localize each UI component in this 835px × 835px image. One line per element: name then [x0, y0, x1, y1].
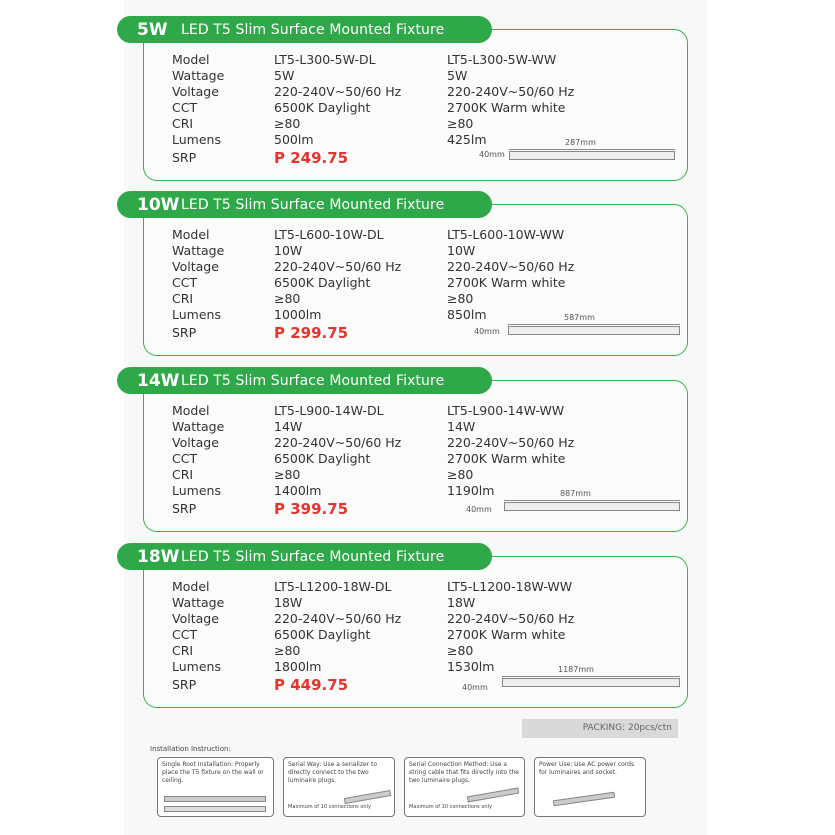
ww-cct: 2700K Warm white [447, 451, 566, 466]
product-header [117, 191, 492, 218]
product-wattage-title: 5W [137, 19, 168, 40]
product-card-5w [137, 19, 688, 181]
dl-lumens: 1800lm [274, 659, 322, 674]
product-wattage-title: 10W [137, 194, 180, 215]
installation-step-power [534, 757, 646, 817]
ww-voltage: 220-240V~50/60 Hz [447, 259, 575, 274]
label-srp: SRP [172, 150, 197, 165]
product-title: LED T5 Slim Surface Mounted Fixture [181, 372, 445, 389]
product-header [117, 543, 492, 570]
product-header [117, 367, 492, 394]
ww-cct: 2700K Warm white [447, 627, 566, 642]
ww-wattage: 5W [447, 68, 468, 83]
length-dimension: 587mm [564, 313, 595, 322]
height-dimension: 40mm [479, 150, 505, 159]
product-card-10w [137, 194, 688, 356]
dl-cct: 6500K Daylight [274, 100, 371, 115]
label-srp: SRP [172, 501, 197, 516]
packing-info: PACKING: 20pcs/ctn [522, 719, 678, 738]
fixture-diagram [462, 665, 684, 695]
label-voltage: Voltage [172, 435, 219, 450]
label-cri: CRI [172, 291, 194, 306]
length-dimension: 287mm [565, 138, 596, 147]
dl-cri: ≥80 [274, 643, 301, 658]
label-model: Model [172, 403, 210, 418]
product-wattage-title: 14W [137, 370, 180, 391]
installation-step-serial-connection [404, 757, 525, 817]
dl-cct: 6500K Daylight [274, 451, 371, 466]
ww-lumens: 850lm [447, 307, 487, 322]
label-srp: SRP [172, 325, 197, 340]
product-title: LED T5 Slim Surface Mounted Fixture [181, 548, 445, 565]
dl-cct: 6500K Daylight [274, 275, 371, 290]
dl-voltage: 220-240V~50/60 Hz [274, 259, 402, 274]
dl-voltage: 220-240V~50/60 Hz [274, 435, 402, 450]
product-card-18w [137, 546, 688, 708]
ww-lumens: 425lm [447, 132, 487, 147]
label-cri: CRI [172, 467, 194, 482]
ww-voltage: 220-240V~50/60 Hz [447, 611, 575, 626]
height-dimension: 40mm [462, 683, 488, 692]
label-wattage: Wattage [172, 68, 225, 83]
price: P 249.75 [274, 149, 349, 167]
step-text: Power Use: Use AC power cords for luminaires and socket. [539, 761, 635, 776]
label-model: Model [172, 227, 210, 242]
label-voltage: Voltage [172, 259, 219, 274]
product-wattage-title: 18W [137, 546, 180, 567]
step-text: Single Root Installation: Properly place the T5 fixture on the wall or ceiling. [162, 761, 264, 784]
installation-title: Installation Instruction: [150, 745, 231, 753]
step-note: Maximum of 10 connections only [409, 804, 492, 810]
product-title: LED T5 Slim Surface Mounted Fixture [181, 21, 445, 38]
ww-lumens: 1190lm [447, 483, 495, 498]
length-dimension: 887mm [560, 489, 591, 498]
label-wattage: Wattage [172, 419, 225, 434]
ww-wattage: 18W [447, 595, 476, 610]
dl-voltage: 220-240V~50/60 Hz [274, 611, 402, 626]
label-cct: CCT [172, 100, 198, 115]
fixture-diagram [466, 489, 684, 519]
dl-wattage: 14W [274, 419, 303, 434]
ww-wattage: 10W [447, 243, 476, 258]
dl-model: LT5-L1200-18W-DL [274, 579, 392, 594]
ww-cri: ≥80 [447, 116, 474, 131]
ww-wattage: 14W [447, 419, 476, 434]
dl-lumens: 1000lm [274, 307, 322, 322]
label-cct: CCT [172, 627, 198, 642]
ww-cri: ≥80 [447, 291, 474, 306]
label-cri: CRI [172, 116, 194, 131]
dl-cct: 6500K Daylight [274, 627, 371, 642]
installation-step-single [157, 757, 274, 817]
dl-wattage: 18W [274, 595, 303, 610]
label-srp: SRP [172, 677, 197, 692]
price: P 449.75 [274, 676, 349, 694]
product-header [117, 16, 492, 43]
step-text: Serial Way: Use a serializer to directly connect to the two luminaire plugs. [288, 761, 378, 784]
label-lumens: Lumens [172, 307, 221, 322]
label-model: Model [172, 52, 210, 67]
label-voltage: Voltage [172, 611, 219, 626]
height-dimension: 40mm [474, 327, 500, 336]
step-text: Serial Connection Method: Use a string cable that fits directly into the two luminaire plugs. [409, 761, 519, 784]
dl-model: LT5-L900-14W-DL [274, 403, 384, 418]
label-lumens: Lumens [172, 483, 221, 498]
ww-voltage: 220-240V~50/60 Hz [447, 84, 575, 99]
ww-model: LT5-L600-10W-WW [447, 227, 565, 242]
ww-cri: ≥80 [447, 467, 474, 482]
dl-cri: ≥80 [274, 116, 301, 131]
step-note: Maximum of 10 connections only [288, 804, 371, 810]
label-cct: CCT [172, 275, 198, 290]
dl-model: LT5-L600-10W-DL [274, 227, 384, 242]
installation-step-serial [283, 757, 395, 817]
label-lumens: Lumens [172, 132, 221, 147]
dl-wattage: 10W [274, 243, 303, 258]
ww-voltage: 220-240V~50/60 Hz [447, 435, 575, 450]
label-cri: CRI [172, 643, 194, 658]
dl-voltage: 220-240V~50/60 Hz [274, 84, 402, 99]
label-cct: CCT [172, 451, 198, 466]
label-wattage: Wattage [172, 595, 225, 610]
ww-model: LT5-L900-14W-WW [447, 403, 565, 418]
dl-wattage: 5W [274, 68, 295, 83]
label-model: Model [172, 579, 210, 594]
product-title: LED T5 Slim Surface Mounted Fixture [181, 196, 445, 213]
ww-cri: ≥80 [447, 643, 474, 658]
ww-model: LT5-L300-5W-WW [447, 52, 557, 67]
dl-model: LT5-L300-5W-DL [274, 52, 376, 67]
dl-lumens: 1400lm [274, 483, 322, 498]
label-voltage: Voltage [172, 84, 219, 99]
product-card-14w [137, 370, 688, 532]
ww-cct: 2700K Warm white [447, 275, 566, 290]
dl-cri: ≥80 [274, 291, 301, 306]
length-dimension: 1187mm [558, 665, 594, 674]
fixture-diagram [474, 313, 684, 343]
label-lumens: Lumens [172, 659, 221, 674]
price: P 299.75 [274, 324, 349, 342]
fixture-diagram [479, 138, 679, 168]
ww-lumens: 1530lm [447, 659, 495, 674]
dl-cri: ≥80 [274, 467, 301, 482]
label-wattage: Wattage [172, 243, 225, 258]
height-dimension: 40mm [466, 505, 492, 514]
dl-lumens: 500lm [274, 132, 314, 147]
ww-cct: 2700K Warm white [447, 100, 566, 115]
ww-model: LT5-L1200-18W-WW [447, 579, 573, 594]
price: P 399.75 [274, 500, 349, 518]
